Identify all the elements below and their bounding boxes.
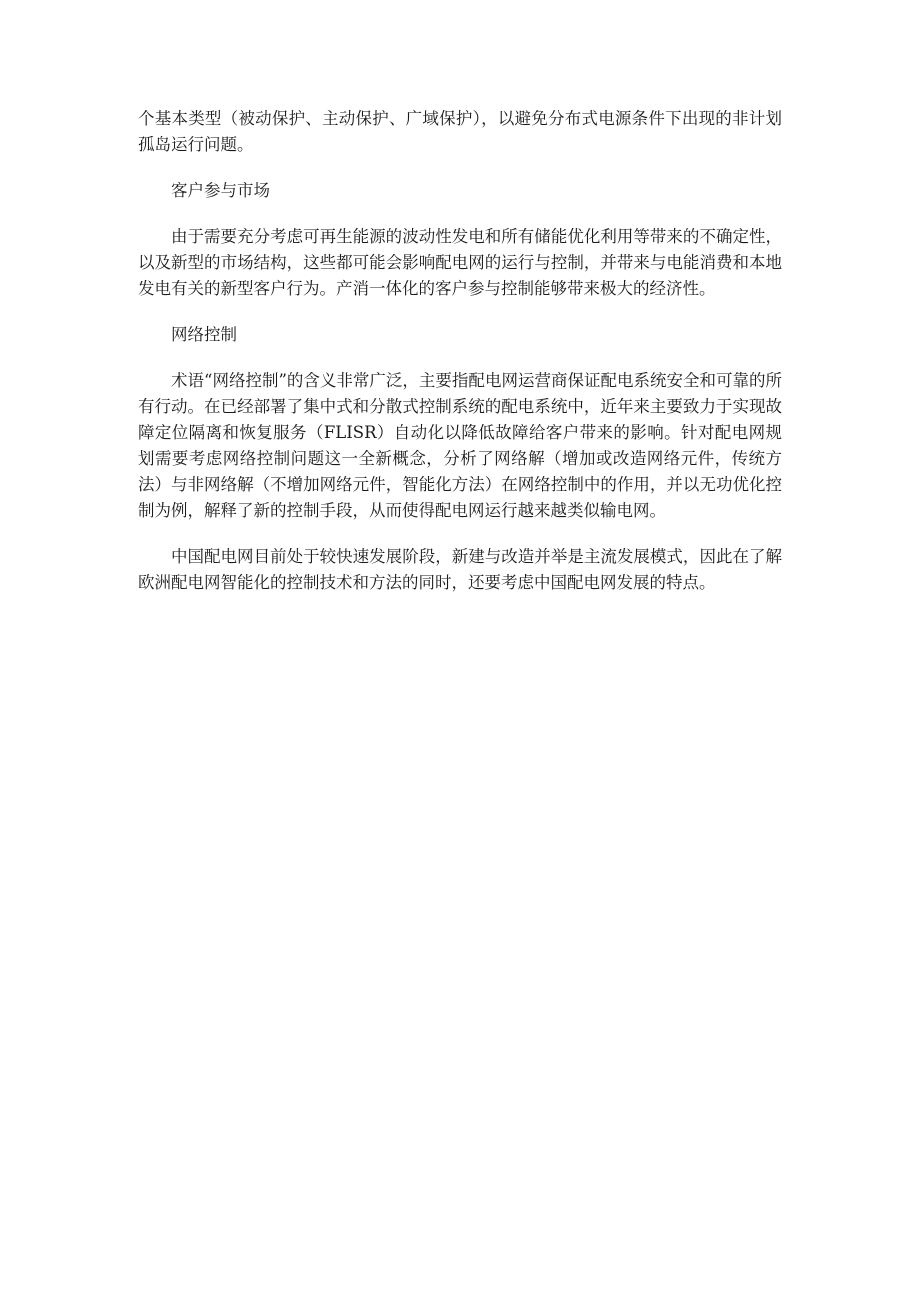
section-heading-customer-market: 客户参与市场 xyxy=(171,181,270,200)
section-heading-network-control: 网络控制 xyxy=(171,325,237,344)
paragraph-customer-market: 由于需要充分考虑可再生能源的波动性发电和所有储能优化利用等带来的不确定性，以及新型的市场结构，这些都可能会影响配电网的运行与控制，并带来与电能消费和本地发电有关的新型客户行为。产消一体化的客户参与控制能够带来极大的经济性。 xyxy=(138,227,782,298)
paragraph-china-grid: 中国配电网目前处于较快速发展阶段，新建与改造并举是主流发展模式，因此在了解欧洲配电网智能化的控制技术和方法的同时，还要考虑中国配电网发展的特点。 xyxy=(138,547,782,592)
document-body xyxy=(138,106,782,616)
paragraph-protection-types: 个基本类型（被动保护、主动保护、广域保护），以避免分布式电源条件下出现的非计划孤岛运行问题。 xyxy=(138,109,782,154)
paragraph-network-control: 术语“网络控制”的含义非常广泛，主要指配电网运营商保证配电系统安全和可靠的所有行动。在已经部署了集中式和分散式控制系统的配电系统中，近年来主要致力于实现故障定位隔离和恢复服务（FLISR）自动化以降低故障给客户带来的影响。针对配电网规划需要考虑网络控制问题这一全新概念，分析了网络解（增加或改造网络元件，传统方法）与非网络解（不增加网络元件，智能化方法）在网络控制中的作用，并以无功优化控制为例，解释了新的控制手段，从而使得配电网运行越来越类似输电网。 xyxy=(138,371,782,520)
